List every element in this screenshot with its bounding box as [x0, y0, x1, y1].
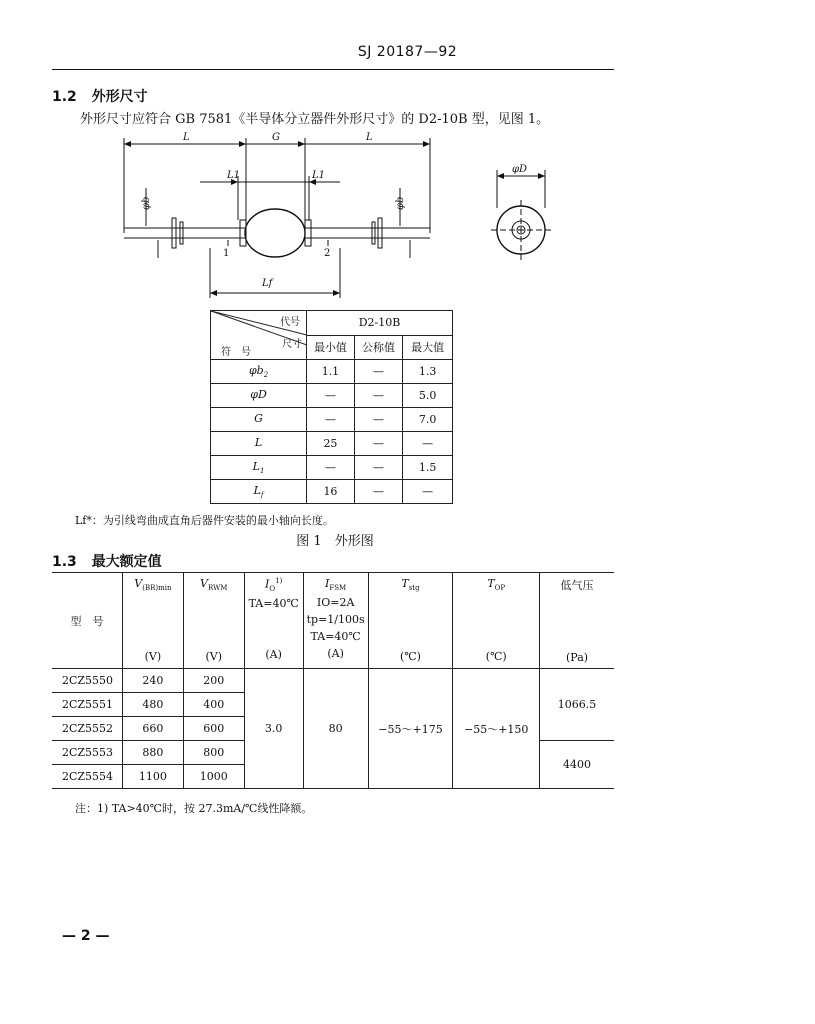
dim-nom: — [354, 360, 403, 384]
figure-caption: 图 1 外形图 [296, 534, 374, 549]
dim-max: 7.0 [403, 408, 453, 432]
table-row [52, 669, 614, 693]
pressure-cell: 4400 [540, 741, 614, 789]
dim-min: 1.1 [307, 360, 355, 384]
vbr-cell: 660 [122, 717, 183, 741]
dim-row [211, 480, 453, 504]
dim-min: — [307, 456, 355, 480]
vrwm-cell: 600 [183, 717, 244, 741]
ratings-header-row [52, 573, 614, 669]
dim-symbol: L [211, 432, 307, 456]
vbr-cell: 480 [122, 693, 183, 717]
model-header: 型 号 [52, 573, 122, 669]
rating-footnote: 注：1) TA>40℃时，按 27.3mA/℃线性降额。 [75, 802, 313, 815]
header-tstg: $T_{stg}$ (℃) [368, 573, 453, 669]
header-ifsm: $I_{FSM}$ IO=2A tp=1/100s TA=40℃ (A) [303, 573, 368, 669]
vbr-cell: 240 [122, 669, 183, 693]
model-cell: 2CZ5553 [52, 741, 122, 765]
dim-min: — [307, 408, 355, 432]
dim-row [211, 360, 453, 384]
dim-symbol: $L_f$ [211, 480, 307, 504]
section-1-3-heading [52, 551, 162, 571]
vrwm-cell: 400 [183, 693, 244, 717]
header-vrwm: $V_{RWM}$ (V) [183, 573, 244, 669]
label-pin-1: 1 [223, 248, 230, 259]
header-io: $I_O^{1)}$ TA=40℃ (A) [244, 573, 303, 669]
top-cell: −55～+150 [453, 669, 540, 789]
model-cell: 2CZ5550 [52, 669, 122, 693]
header-rule [52, 69, 614, 70]
dim-nom: — [354, 456, 403, 480]
tstg-cell: −55～+175 [368, 669, 453, 789]
figure-note: Lf*：为引线弯曲成直角后器件安装的最小轴向长度。 [75, 514, 334, 527]
model-cell: 2CZ5551 [52, 693, 122, 717]
dim-max: 1.3 [403, 360, 453, 384]
dim-min: — [307, 384, 355, 408]
dim-corner-cell [211, 311, 307, 360]
dim-nom: — [354, 408, 403, 432]
dim-col-max: 最大值 [403, 335, 453, 360]
section-title: 最大额定值 [91, 554, 162, 570]
label-phiD: φD [512, 164, 528, 175]
dim-max: 5.0 [403, 384, 453, 408]
header-pressure: 低气压 (Pa) [540, 573, 614, 669]
label-L1-right: L1 [312, 170, 326, 181]
dim-row [211, 456, 453, 480]
section-number: 1.2 [52, 89, 77, 105]
label-L-right: L [366, 132, 373, 143]
document-code: SJ 20187—92 [357, 44, 458, 60]
label-phib-left: φb [141, 196, 152, 210]
outline-drawing [0, 128, 815, 308]
header-vbr: $V_{(BR)min}$ (V) [122, 573, 183, 669]
dim-max: — [403, 432, 453, 456]
vbr-cell: 1100 [122, 765, 183, 789]
section-number: 1.3 [52, 554, 77, 570]
dim-nom: — [354, 384, 403, 408]
dim-row [211, 384, 453, 408]
model-cell: 2CZ5554 [52, 765, 122, 789]
label-L1-left: L1 [227, 170, 241, 181]
ifsm-cell: 80 [303, 669, 368, 789]
dim-row [211, 432, 453, 456]
label-L-left: L [183, 132, 190, 143]
dim-min: 25 [307, 432, 355, 456]
ratings-table [52, 572, 614, 789]
dim-symbol: $\varphi b_2$ [211, 360, 307, 384]
vrwm-cell: 800 [183, 741, 244, 765]
dim-max: — [403, 480, 453, 504]
dim-symbol: G [211, 408, 307, 432]
dim-col-nom: 公称值 [354, 335, 403, 360]
section-1-2-heading [52, 86, 148, 106]
dim-symbol: φD [211, 384, 307, 408]
corner-size-label: 尺寸 [282, 339, 303, 350]
corner-symbol-label: 符 号 [221, 347, 251, 358]
page-number: — 2 — [62, 928, 110, 944]
label-phib-right: φb [395, 196, 406, 210]
dim-symbol: $L_1$ [211, 456, 307, 480]
dimension-table [210, 310, 453, 504]
dim-col-min: 最小值 [307, 335, 355, 360]
dim-nom: — [354, 480, 403, 504]
label-Lf: Lf [262, 278, 273, 289]
vrwm-cell: 1000 [183, 765, 244, 789]
dim-nom: — [354, 432, 403, 456]
header-top: $T_{OP}$ (℃) [453, 573, 540, 669]
section-1-2-text: 外形尺寸应符合 GB 7581《半导体分立器件外形尺寸》的 D2-10B 型，见图 1。 [80, 112, 550, 127]
label-G: G [272, 132, 280, 143]
dim-row [211, 408, 453, 432]
pressure-cell: 1066.5 [540, 669, 614, 741]
io-cell: 3.0 [244, 669, 303, 789]
vrwm-cell: 200 [183, 669, 244, 693]
vbr-cell: 880 [122, 741, 183, 765]
dim-max: 1.5 [403, 456, 453, 480]
section-title: 外形尺寸 [91, 89, 148, 105]
label-pin-2: 2 [324, 248, 331, 259]
dim-type-header: D2-10B [307, 311, 453, 336]
dim-min: 16 [307, 480, 355, 504]
corner-code-label: 代号 [280, 317, 301, 328]
model-cell: 2CZ5552 [52, 717, 122, 741]
